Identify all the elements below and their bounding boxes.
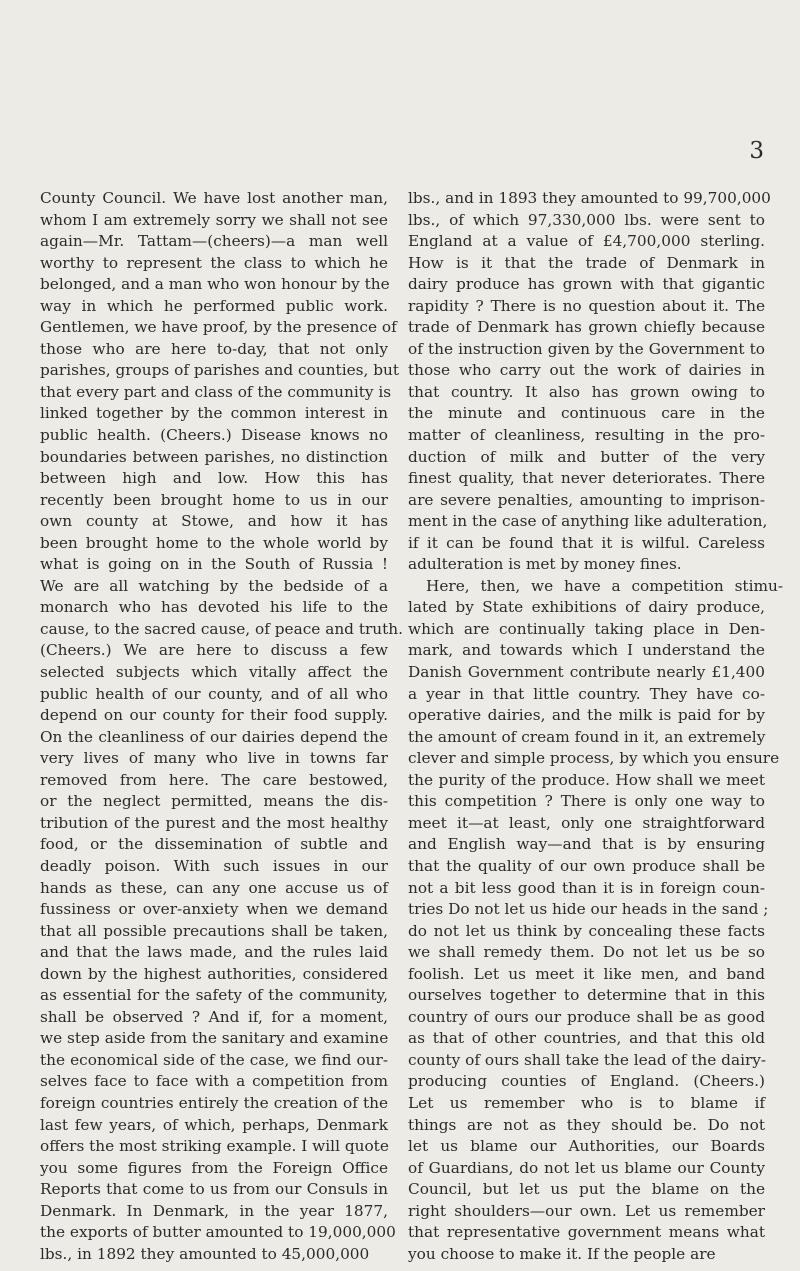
text-line: last few years, of which, perhaps, Denmark xyxy=(40,1115,388,1134)
text-line: this competition ? There is only one way to xyxy=(408,792,765,811)
text-line: public health. (Cheers.) Disease knows no xyxy=(40,426,388,445)
text-line: a year in that little country. They have co- xyxy=(408,684,765,703)
text-line: those who are here to-day, that not only xyxy=(40,339,388,358)
text-line: cause, to the sacred cause, of peace and truth. xyxy=(40,619,404,638)
text-line: country of ours our produce shall be as good xyxy=(408,1007,765,1026)
text-line: worthy to represent the class to which he xyxy=(40,253,388,272)
text-line: tribution of the purest and the most healthy xyxy=(40,813,388,832)
text-line: lated by State exhibitions of dairy produce, xyxy=(408,598,765,617)
text-line: adulteration is met by money fines. xyxy=(408,555,682,574)
text-line: deadly poison. With such issues in our xyxy=(40,856,388,875)
text-line: mark, and towards which I understand the xyxy=(408,641,765,660)
text-line: shall be observed ? And if, for a moment, xyxy=(40,1007,388,1026)
text-line: recently been brought home to us in our xyxy=(40,490,388,509)
text-line: Let us remember who is to blame if xyxy=(408,1093,765,1112)
text-line: parishes, groups of parishes and counties, but xyxy=(40,361,399,380)
text-line: lbs., and in 1893 they amounted to 99,700,000 xyxy=(408,189,771,207)
text-line: trade of Denmark has grown chiefly because xyxy=(408,318,765,337)
text-line: again—Mr. Tattam—(cheers)—a man well xyxy=(40,232,388,251)
text-line: or the neglect permitted, means the dis- xyxy=(40,792,388,811)
text-line: you choose to make it. If the people are xyxy=(408,1244,716,1263)
text-line: selves face to face with a competition from xyxy=(40,1072,388,1091)
text-line: dairy produce has grown with that gigantic xyxy=(408,275,765,294)
text-line: Gentlemen, we have proof, by the presence of xyxy=(40,318,397,337)
text-line: Danish Government contribute nearly £1,400 xyxy=(408,663,765,682)
text-line: not a bit less good than it is in foreign coun- xyxy=(408,878,765,897)
text-line: How is it that the trade of Denmark in xyxy=(408,253,765,272)
text-line: foreign countries entirely the creation of the xyxy=(40,1093,388,1112)
text-line: the economical side of the case, we find our- xyxy=(40,1050,388,1069)
left-column xyxy=(40,188,404,1265)
text-line: if it can be found that it is wilful. Careless xyxy=(408,533,765,552)
text-line: ment in the case of anything like adulteration, xyxy=(408,512,768,531)
text-line: public health of our county, and of all who xyxy=(40,684,388,703)
text-line: lbs., in 1892 they amounted to 45,000,000 xyxy=(40,1244,370,1263)
right-column xyxy=(408,188,783,1265)
text-line: that all possible precautions shall be taken, xyxy=(40,921,388,940)
text-line: operative dairies, and the milk is paid for by xyxy=(408,706,765,725)
text-line: Council, but let us put the blame on the xyxy=(408,1180,765,1199)
text-line: those who carry out the work of dairies in xyxy=(408,361,765,380)
text-line: clever and simple process, by which you ensure xyxy=(408,749,780,768)
text-line: meet it—at least, only one straightforward xyxy=(408,813,765,832)
text-line: selected subjects which vitally affect the xyxy=(40,663,388,682)
text-line: that the quality of our own produce shall be xyxy=(408,856,765,875)
text-line: boundaries between parishes, no distinction xyxy=(40,447,388,466)
text-line: been brought home to the whole world by xyxy=(40,533,388,552)
text-line: (Cheers.) We are here to discuss a few xyxy=(40,641,388,660)
text-line: and that the laws made, and the rules laid xyxy=(40,943,388,962)
text-line: Here, then, we have a competition stimu- xyxy=(426,576,783,595)
text-line: of Guardians, do not let us blame our County xyxy=(408,1158,765,1177)
text-line: do not let us think by concealing these facts xyxy=(408,921,765,940)
text-line: right shoulders—our own. Let us remember xyxy=(408,1201,765,1220)
text-line: monarch who has devoted his life to the xyxy=(40,598,388,617)
text-line: which are continually taking place in Den- xyxy=(408,619,765,638)
text-line: whom I am extremely sorry we shall not see xyxy=(40,210,388,229)
text-line: On the cleanliness of our dairies depend the xyxy=(40,727,388,746)
text-line: we shall remedy them. Do not let us be so xyxy=(408,943,765,962)
text-line: the minute and continuous care in the xyxy=(408,404,765,423)
text-line: you some figures from the Foreign Office xyxy=(40,1158,388,1177)
text-line: between high and low. How this has xyxy=(40,469,388,488)
text-line: and English way—and that is by ensuring xyxy=(408,835,765,854)
text-line: of the instruction given by the Government to xyxy=(408,339,765,358)
text-line: belonged, and a man who won honour by the xyxy=(40,275,390,294)
text-line: offers the most striking example. I will quote xyxy=(40,1137,389,1156)
text-line: very lives of many who live in towns far xyxy=(40,749,388,768)
page-number: 3 xyxy=(749,138,764,164)
text-line: food, or the dissemination of subtle and xyxy=(40,835,388,854)
text-line: county of ours shall take the lead of the dairy- xyxy=(408,1050,767,1069)
text-line: England at a value of £4,700,000 sterling. xyxy=(408,232,765,251)
text-line: that every part and class of the community is xyxy=(40,382,392,401)
text-line: depend on our county for their food supply. xyxy=(40,706,388,725)
text-line: the purity of the produce. How shall we meet xyxy=(408,770,765,789)
text-line: the amount of cream found in it, an extremely xyxy=(408,727,766,746)
text-line: that country. It also has grown owing to xyxy=(408,382,765,401)
text-line: Denmark. In Denmark, in the year 1877, xyxy=(40,1201,388,1220)
text-line: down by the highest authorities, considered xyxy=(40,964,388,983)
text-line: ourselves together to determine that in this xyxy=(408,986,765,1005)
text-line: lbs., of which 97,330,000 lbs. were sent to xyxy=(408,210,765,229)
text-line: we step aside from the sanitary and examine xyxy=(40,1029,389,1048)
text-line: as essential for the safety of the community, xyxy=(40,986,388,1005)
text-line: rapidity ? There is no question about it. The xyxy=(408,296,765,315)
text-line: things are not as they should be. Do not xyxy=(408,1115,765,1134)
text-line: own county at Stowe, and how it has xyxy=(40,512,388,531)
text-line: Reports that come to us from our Consuls in xyxy=(40,1180,388,1199)
text-line: that representative government means what xyxy=(408,1223,765,1242)
text-line: as that of other countries, and that this old xyxy=(408,1029,765,1048)
text-line: tries Do not let us hide our heads in the sand ; xyxy=(408,900,769,919)
text-line: removed from here. The care bestowed, xyxy=(40,770,388,789)
text-line: finest quality, that never deteriorates. There xyxy=(408,469,765,488)
text-line: let us blame our Authorities, our Boards xyxy=(408,1137,765,1156)
text-line: We are all watching by the bedside of a xyxy=(40,576,388,595)
text-line: duction of milk and butter of the very xyxy=(408,447,765,466)
text-line: way in which he performed public work. xyxy=(40,296,388,315)
text-line: what is going on in the South of Russia ! xyxy=(40,555,388,574)
text-line: fussiness or over-anxiety when we demand xyxy=(40,900,388,919)
text-line: linked together by the common interest in xyxy=(40,404,388,423)
text-line: matter of cleanliness, resulting in the pro- xyxy=(408,426,765,445)
text-line: hands as these, can any one accuse us of xyxy=(40,878,388,897)
text-line: foolish. Let us meet it like men, and band xyxy=(408,964,765,983)
text-line: are severe penalties, amounting to imprison- xyxy=(408,490,765,509)
text-line: County Council. We have lost another man, xyxy=(40,189,388,207)
text-line: the exports of butter amounted to 19,000,000 xyxy=(40,1223,396,1242)
text-line: producing counties of England. (Cheers.) xyxy=(408,1072,765,1091)
